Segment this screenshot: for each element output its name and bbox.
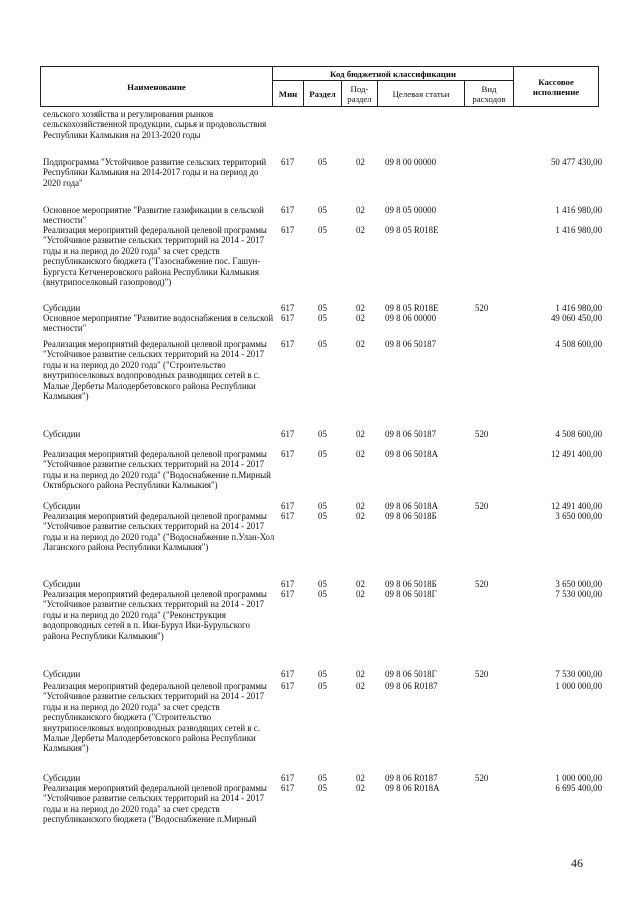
row-razdel: 05 (318, 511, 327, 521)
row-amount: 50 477 430,00 (550, 157, 602, 167)
row-podrazdel: 02 (356, 225, 365, 235)
header-kassa: Кассовое исполнение (514, 67, 599, 107)
row-amount: 7 530 000,00 (555, 669, 602, 679)
row-razdel: 05 (318, 225, 327, 235)
row-razdel: 05 (318, 773, 327, 783)
row-min: 617 (281, 429, 295, 439)
row-min: 617 (281, 579, 295, 589)
row-min: 617 (281, 313, 295, 323)
row-razdel: 05 (318, 669, 327, 679)
row-vid: 520 (475, 303, 489, 313)
row-razdel: 05 (318, 339, 327, 349)
table-row (0, 511, 640, 553)
row-amount: 4 508 600,00 (555, 429, 602, 439)
table-row (0, 109, 640, 140)
row-name: Реализация мероприятий федеральной целевой программы "Устойчивое развитие сельских территорий на 2014 - 2017 годы и на период до 2020 года" за счет средств республиканского бюджета ("Строительство внутрипоселковых водопроводных разводящих сетей в с. Малые Дербеты Малодербетовского района Республики Калмыкия") (43, 681, 267, 754)
row-podrazdel: 02 (356, 205, 365, 215)
row-name: Реализация мероприятий федеральной целевой программы "Устойчивое развитие сельских территорий на 2014 - 2017 годы и на период до 2020 года" ("Водоснабжение п.Мирный Октябрьского района Республики Калмыкия") (43, 449, 271, 491)
row-min: 617 (281, 225, 295, 235)
row-podrazdel: 02 (356, 681, 365, 691)
row-min: 617 (281, 669, 295, 679)
table-row (0, 579, 640, 589)
row-cs: 09 8 05 R018E (385, 303, 439, 313)
row-vid: 520 (475, 579, 489, 589)
row-min: 617 (281, 157, 295, 167)
table-row (0, 773, 640, 783)
row-amount: 4 508 600,00 (555, 339, 602, 349)
row-name: Основное мероприятие "Развитие газификации в сельской местности" (43, 205, 264, 226)
row-razdel: 05 (318, 501, 327, 511)
row-podrazdel: 02 (356, 303, 365, 313)
table-row (0, 205, 640, 226)
row-podrazdel: 02 (356, 313, 365, 323)
row-name: сельского хозяйства и регулирования рынков сельскохозяйственной продукции, сырья и продовольствия Республики Калмыкия на 2013-2020 годы (43, 109, 267, 140)
row-name: Субсидии (43, 579, 81, 589)
row-name: Субсидии (43, 303, 81, 313)
row-name: Реализация мероприятий федеральной целевой программы "Устойчивое развитие сельских территорий на 2014 - 2017 годы и на период до 2020 года" ("Реконструкция водопроводных сетей в п. Ики-Бурул Ики-Бурульского района Республики Калмыкия") (43, 589, 267, 641)
row-name: Реализация мероприятий федеральной целевой программы "Устойчивое развитие сельских территорий на 2014 - 2017 годы и на период до 2020 года" ("Строительство внутрипоселковых водопроводных разводящих сетей в с. Малые Дербеты Малодербетовского района Республики Калмыкия") (43, 339, 267, 402)
row-min: 617 (281, 589, 295, 599)
row-razdel: 05 (318, 589, 327, 599)
header-vid: Вид расходов (465, 81, 514, 107)
row-podrazdel: 02 (356, 511, 365, 521)
row-cs: 09 8 05 00000 (385, 205, 437, 215)
table-row (0, 501, 640, 511)
row-cs: 09 8 06 5018Г (385, 669, 437, 679)
row-cs: 09 8 06 5018Б (385, 511, 437, 521)
row-podrazdel: 02 (356, 429, 365, 439)
row-vid: 520 (475, 773, 489, 783)
row-amount: 1 000 000,00 (555, 681, 602, 691)
row-cs: 09 8 06 5018А (385, 449, 439, 459)
row-podrazdel: 02 (356, 773, 365, 783)
header-podrazdel: Под-раздел (342, 81, 378, 107)
row-razdel: 05 (318, 579, 327, 589)
row-podrazdel: 02 (356, 589, 365, 599)
row-cs: 09 8 06 50187 (385, 339, 437, 349)
header-min: Мин (273, 81, 304, 107)
row-min: 617 (281, 681, 295, 691)
row-podrazdel: 02 (356, 157, 365, 167)
row-min: 617 (281, 205, 295, 215)
row-podrazdel: 02 (356, 449, 365, 459)
row-name: Подпрограмма "Устойчивое развитие сельских территорий Республики Калмыкия на 2014-2017 годы и на период до 2020 года" (43, 157, 267, 188)
row-cs: 09 8 06 50187 (385, 429, 437, 439)
row-name: Субсидии (43, 773, 81, 783)
table-row (0, 225, 640, 287)
table-row (0, 669, 640, 679)
row-amount: 6 695 400,00 (555, 783, 602, 793)
row-name: Субсидии (43, 429, 81, 439)
row-razdel: 05 (318, 449, 327, 459)
row-razdel: 05 (318, 303, 327, 313)
row-min: 617 (281, 449, 295, 459)
header-celevaya: Целевая статьи (378, 81, 465, 107)
row-min: 617 (281, 501, 295, 511)
row-min: 617 (281, 511, 295, 521)
row-cs: 09 8 06 R0187 (385, 773, 438, 783)
row-podrazdel: 02 (356, 669, 365, 679)
row-cs: 09 8 06 5018Б (385, 579, 437, 589)
row-razdel: 05 (318, 205, 327, 215)
row-vid: 520 (475, 669, 489, 679)
row-razdel: 05 (318, 783, 327, 793)
row-podrazdel: 02 (356, 579, 365, 589)
row-name: Основное мероприятие "Развитие водоснабжения в сельской местности" (43, 313, 274, 334)
row-name: Реализация мероприятий федеральной целевой программы "Устойчивое развитие сельских территорий на 2014 - 2017 годы и на период до 2020 года" ("Водоснабжение п.Улан-Хол Лаганского района Республики Калмыкия") (43, 511, 275, 553)
table-row (0, 449, 640, 491)
row-amount: 12 491 400,00 (550, 449, 602, 459)
row-amount: 12 491 400,00 (550, 501, 602, 511)
row-name: Субсидии (43, 669, 81, 679)
row-razdel: 05 (318, 681, 327, 691)
row-name: Субсидии (43, 501, 81, 511)
row-amount: 3 650 000,00 (555, 511, 602, 521)
row-cs: 09 8 05 R018E (385, 225, 439, 235)
row-amount: 49 060 450,00 (550, 313, 602, 323)
row-min: 617 (281, 339, 295, 349)
row-vid: 520 (475, 429, 489, 439)
row-amount: 1 416 980,00 (555, 205, 602, 215)
row-name: Реализация мероприятий федеральной целевой программы "Устойчивое развитие сельских территорий на 2014 - 2017 годы и на период до 2020 года" за счет средств республиканского бюджета ("Газоснабжение пос. Гашун-Бургуста Кетченеровского района Республики Калмыкия (внутрипоселковый газопровод)") (43, 225, 267, 288)
header-code-group: Код бюджетной классификации (273, 67, 514, 81)
row-podrazdel: 02 (356, 501, 365, 511)
table-row (0, 313, 640, 334)
row-vid: 520 (475, 501, 489, 511)
row-min: 617 (281, 773, 295, 783)
row-amount: 1 000 000,00 (555, 773, 602, 783)
row-min: 617 (281, 303, 295, 313)
row-podrazdel: 02 (356, 339, 365, 349)
row-cs: 09 8 06 5018Г (385, 589, 437, 599)
row-cs: 09 8 00 00000 (385, 157, 437, 167)
row-cs: 09 8 06 00000 (385, 313, 437, 323)
row-razdel: 05 (318, 429, 327, 439)
table-row (0, 589, 640, 641)
row-amount: 3 650 000,00 (555, 579, 602, 589)
table-row (0, 429, 640, 439)
row-amount: 1 416 980,00 (555, 303, 602, 313)
table-row (0, 339, 640, 401)
row-podrazdel: 02 (356, 783, 365, 793)
row-amount: 1 416 980,00 (555, 225, 602, 235)
row-amount: 7 530 000,00 (555, 589, 602, 599)
row-min: 617 (281, 783, 295, 793)
row-cs: 09 8 06 R018А (385, 783, 440, 793)
table-row (0, 681, 640, 754)
row-razdel: 05 (318, 313, 327, 323)
page-number: 46 (571, 856, 583, 870)
table-header (40, 66, 599, 107)
row-cs: 09 8 06 5018А (385, 501, 439, 511)
row-cs: 09 8 06 R0187 (385, 681, 438, 691)
header-razdel: Раздел (304, 81, 342, 107)
table-row (0, 783, 640, 825)
row-name: Реализация мероприятий федеральной целевой программы "Устойчивое развитие сельских территорий на 2014 - 2017 годы и на период до 2020 года" за счет средств республиканского бюджета ("Водоснабжение п.Мирный (43, 783, 267, 825)
header-name: Наименование (41, 67, 273, 107)
table-row (0, 157, 640, 188)
row-razdel: 05 (318, 157, 327, 167)
table-row (0, 303, 640, 313)
